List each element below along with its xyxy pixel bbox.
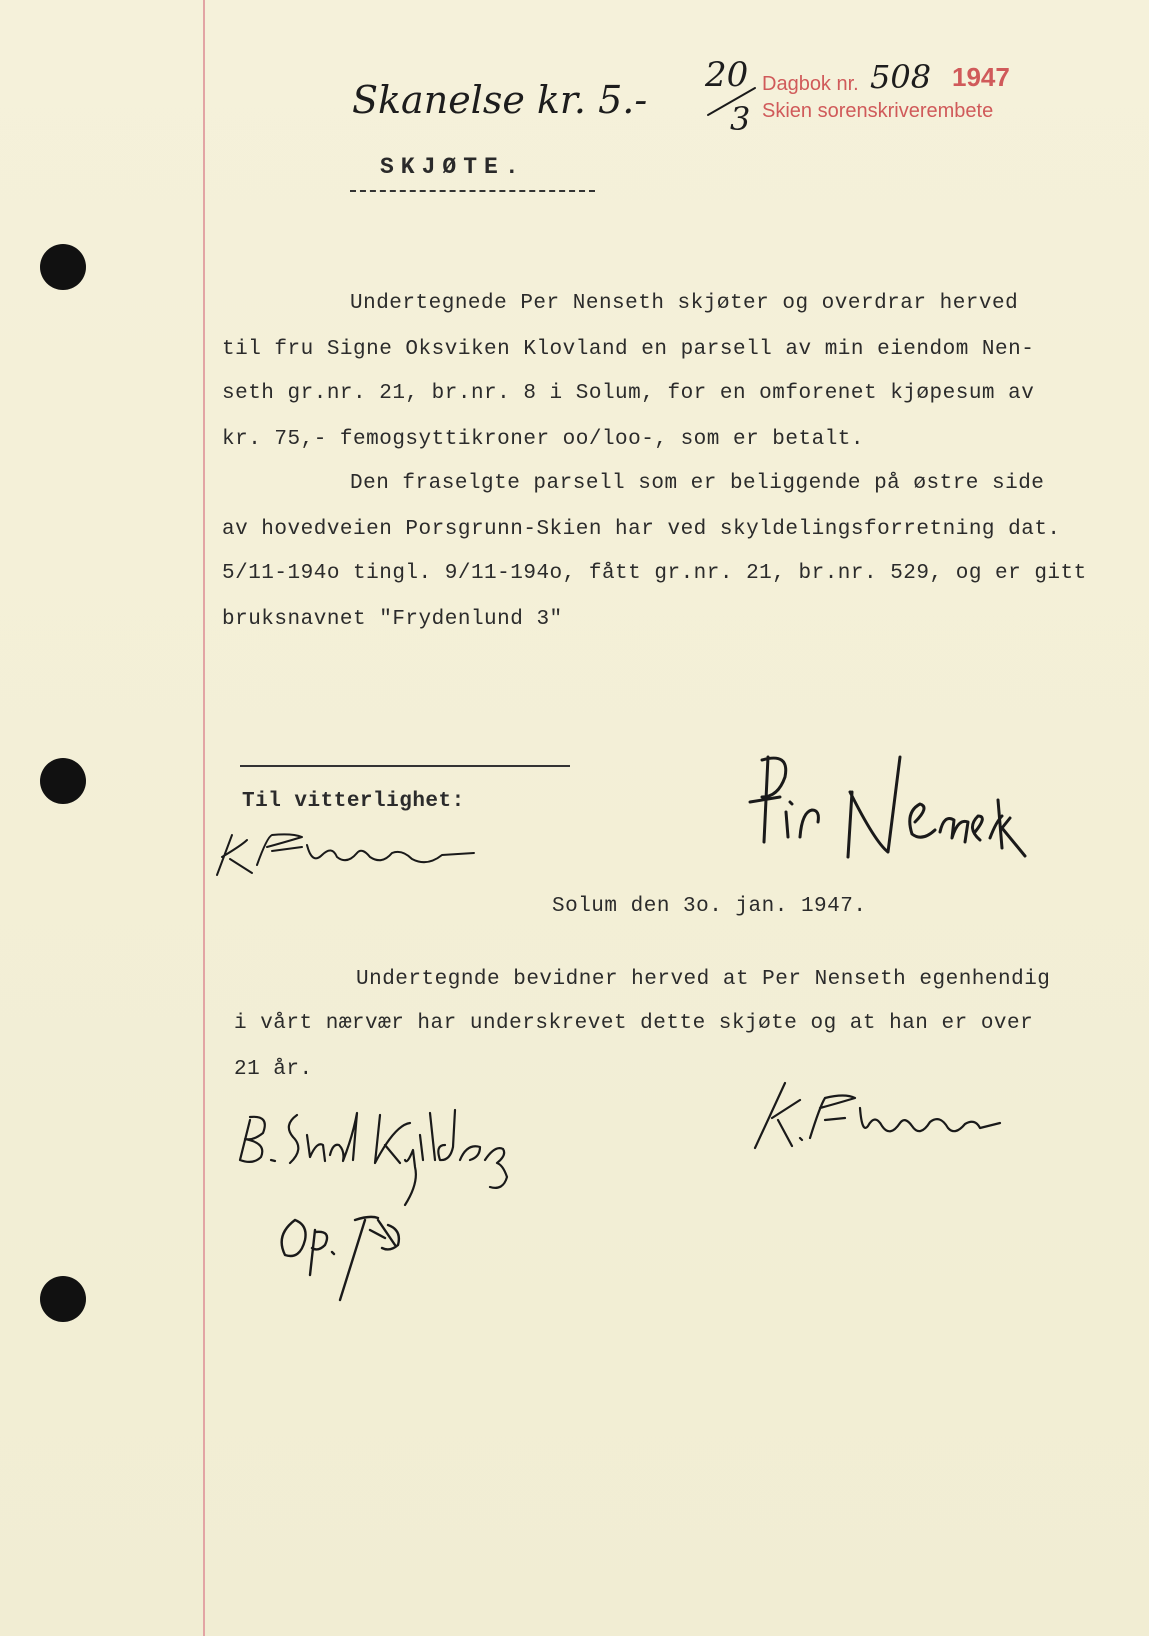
margin-line <box>203 0 205 1636</box>
stamp-label: Dagbok nr. <box>762 73 859 95</box>
stamp-office: Skien sorenskriverembete <box>762 100 994 122</box>
attestation-line: i vårt nærvær har underskrevet dette skjøte og at han er over <box>234 1012 1034 1035</box>
title-underline <box>350 190 595 192</box>
witness3-signature <box>750 1078 1010 1168</box>
body-line: Undertegnede Per Nenseth skjøter og overdrar herved <box>350 292 1019 315</box>
stamp-year: 1947 <box>952 62 1010 92</box>
date-slash <box>700 80 760 120</box>
witness1-signature <box>212 825 482 885</box>
body-line: 5/11-194o tingl. 9/11-194o, fått gr.nr. 21, br.nr. 529, og er gitt <box>222 562 1087 585</box>
binder-hole <box>40 244 86 290</box>
body-line: Den fraselgte parsell som er beliggende på østre side <box>350 472 1045 495</box>
signature-rule <box>240 765 570 767</box>
body-line: bruksnavnet "Frydenlund 3" <box>222 608 563 631</box>
witness-label: Til vitterlighet: <box>242 790 465 813</box>
body-line: til fru Signe Oksviken Klovland en parsell av min eiendom Nen- <box>222 338 1035 361</box>
attestation-line: 21 år. <box>234 1058 313 1081</box>
body-line: kr. 75,- femogsyttikroner oo/loo-, som er betalt. <box>222 428 865 451</box>
binder-hole <box>40 758 86 804</box>
place-date: Solum den 3o. jan. 1947. <box>552 895 867 918</box>
date-note-top: 20 <box>705 55 749 95</box>
binder-hole <box>40 1276 86 1322</box>
seller-signature <box>740 752 1040 902</box>
initials-mark <box>270 1200 420 1310</box>
fee-note: Skanelse kr. 5.- <box>352 78 648 122</box>
stamp-number: 508 <box>870 58 932 96</box>
attestation-line: Undertegnde bevidner herved at Per Nenseth egenhendig <box>356 968 1051 991</box>
document-title: SKJØTE. <box>380 154 526 180</box>
date-note-bottom: 3 <box>730 100 751 138</box>
witness2-signature <box>235 1105 535 1200</box>
body-line: seth gr.nr. 21, br.nr. 8 i Solum, for en omforenet kjøpesum av <box>222 382 1035 405</box>
body-line: av hovedveien Porsgrunn-Skien har ved skyldelingsforretning dat. <box>222 518 1061 541</box>
